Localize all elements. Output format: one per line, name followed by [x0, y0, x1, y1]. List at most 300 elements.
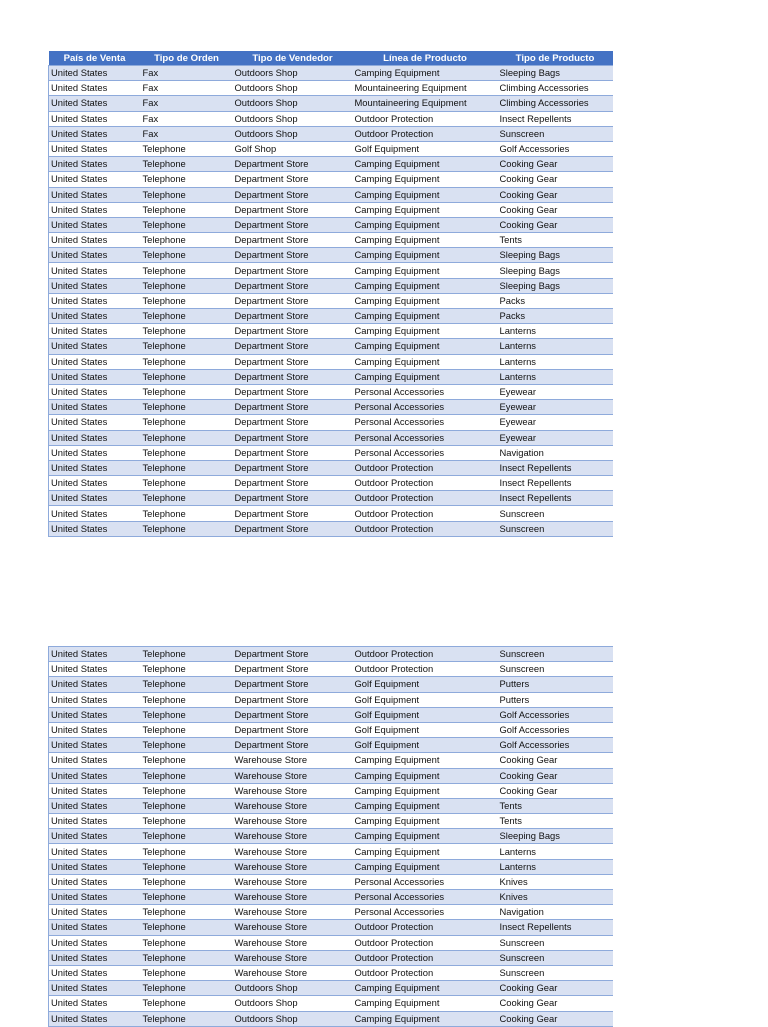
cell-pais-de-venta[interactable]: United States [49, 950, 141, 965]
cell-pais-de-venta[interactable]: United States [49, 738, 141, 753]
cell-tipo-de-producto[interactable]: Lanterns [498, 369, 613, 384]
cell-pais-de-venta[interactable]: United States [49, 829, 141, 844]
cell-tipo-de-vendedor[interactable]: Outdoors Shop [233, 66, 353, 81]
table-row [49, 202, 613, 217]
cell-tipo-de-orden[interactable]: Telephone [141, 981, 233, 996]
cell-pais-de-venta[interactable]: United States [49, 890, 141, 905]
cell-tipo-de-orden[interactable]: Telephone [141, 1011, 233, 1026]
cell-linea-de-producto[interactable]: Camping Equipment [353, 996, 498, 1011]
cell-tipo-de-orden[interactable]: Telephone [141, 384, 233, 399]
cell-linea-de-producto[interactable]: Camping Equipment [353, 369, 498, 384]
cell-pais-de-venta[interactable]: United States [49, 692, 141, 707]
cell-pais-de-venta[interactable]: United States [49, 384, 141, 399]
cell-tipo-de-vendedor[interactable]: Golf Shop [233, 141, 353, 156]
cell-linea-de-producto[interactable]: Golf Equipment [353, 722, 498, 737]
cell-tipo-de-vendedor[interactable]: Department Store [233, 157, 353, 172]
cell-tipo-de-orden[interactable]: Telephone [141, 920, 233, 935]
cell-tipo-de-orden[interactable]: Telephone [141, 506, 233, 521]
cell-tipo-de-orden[interactable]: Telephone [141, 460, 233, 475]
cell-tipo-de-orden[interactable]: Telephone [141, 829, 233, 844]
cell-linea-de-producto[interactable]: Golf Equipment [353, 677, 498, 692]
cell-tipo-de-vendedor[interactable]: Department Store [233, 662, 353, 677]
cell-pais-de-venta[interactable]: United States [49, 707, 141, 722]
cell-tipo-de-vendedor[interactable]: Warehouse Store [233, 874, 353, 889]
cell-pais-de-venta[interactable]: United States [49, 202, 141, 217]
cell-pais-de-venta[interactable]: United States [49, 233, 141, 248]
table-row [49, 874, 613, 889]
cell-tipo-de-producto[interactable]: Cooking Gear [498, 187, 613, 202]
cell-tipo-de-vendedor[interactable]: Department Store [233, 202, 353, 217]
cell-pais-de-venta[interactable]: United States [49, 157, 141, 172]
cell-tipo-de-orden[interactable]: Telephone [141, 217, 233, 232]
cell-tipo-de-vendedor[interactable]: Department Store [233, 460, 353, 475]
cell-tipo-de-producto[interactable]: Sunscreen [498, 935, 613, 950]
cell-linea-de-producto[interactable]: Mountaineering Equipment [353, 81, 498, 96]
cell-tipo-de-orden[interactable]: Telephone [141, 662, 233, 677]
cell-tipo-de-vendedor[interactable]: Department Store [233, 248, 353, 263]
cell-linea-de-producto[interactable]: Camping Equipment [353, 293, 498, 308]
cell-tipo-de-vendedor[interactable]: Warehouse Store [233, 905, 353, 920]
cell-tipo-de-producto[interactable]: Sleeping Bags [498, 263, 613, 278]
cell-tipo-de-vendedor[interactable]: Department Store [233, 415, 353, 430]
cell-pais-de-venta[interactable]: United States [49, 981, 141, 996]
cell-tipo-de-orden[interactable]: Fax [141, 96, 233, 111]
cell-tipo-de-vendedor[interactable]: Warehouse Store [233, 920, 353, 935]
cell-linea-de-producto[interactable]: Camping Equipment [353, 339, 498, 354]
cell-linea-de-producto[interactable]: Golf Equipment [353, 141, 498, 156]
cell-linea-de-producto[interactable]: Camping Equipment [353, 814, 498, 829]
cell-tipo-de-producto[interactable]: Cooking Gear [498, 217, 613, 232]
cell-tipo-de-producto[interactable]: Sunscreen [498, 126, 613, 141]
cell-tipo-de-orden[interactable]: Telephone [141, 263, 233, 278]
cell-tipo-de-orden[interactable]: Telephone [141, 324, 233, 339]
cell-pais-de-venta[interactable]: United States [49, 460, 141, 475]
table-row [49, 738, 613, 753]
cell-tipo-de-producto[interactable]: Lanterns [498, 844, 613, 859]
cell-tipo-de-vendedor[interactable]: Department Store [233, 476, 353, 491]
cell-tipo-de-producto[interactable]: Sunscreen [498, 965, 613, 980]
cell-pais-de-venta[interactable]: United States [49, 126, 141, 141]
cell-tipo-de-producto[interactable]: Cooking Gear [498, 172, 613, 187]
cell-tipo-de-vendedor[interactable]: Department Store [233, 309, 353, 324]
cell-tipo-de-orden[interactable]: Fax [141, 126, 233, 141]
cell-tipo-de-producto[interactable]: Navigation [498, 905, 613, 920]
cell-tipo-de-vendedor[interactable]: Warehouse Store [233, 890, 353, 905]
cell-linea-de-producto[interactable]: Camping Equipment [353, 354, 498, 369]
cell-tipo-de-vendedor[interactable]: Outdoors Shop [233, 1011, 353, 1026]
cell-linea-de-producto[interactable]: Camping Equipment [353, 768, 498, 783]
cell-tipo-de-producto[interactable]: Golf Accessories [498, 141, 613, 156]
cell-tipo-de-orden[interactable]: Telephone [141, 722, 233, 737]
cell-pais-de-venta[interactable]: United States [49, 783, 141, 798]
table-row [49, 920, 613, 935]
cell-tipo-de-producto[interactable]: Cooking Gear [498, 996, 613, 1011]
cell-tipo-de-vendedor[interactable]: Outdoors Shop [233, 981, 353, 996]
cell-tipo-de-orden[interactable]: Telephone [141, 890, 233, 905]
cell-pais-de-venta[interactable]: United States [49, 430, 141, 445]
cell-pais-de-venta[interactable]: United States [49, 278, 141, 293]
cell-linea-de-producto[interactable]: Outdoor Protection [353, 935, 498, 950]
cell-tipo-de-vendedor[interactable]: Department Store [233, 738, 353, 753]
cell-tipo-de-vendedor[interactable]: Department Store [233, 707, 353, 722]
cell-pais-de-venta[interactable]: United States [49, 172, 141, 187]
cell-linea-de-producto[interactable]: Outdoor Protection [353, 965, 498, 980]
cell-tipo-de-producto[interactable]: Sleeping Bags [498, 278, 613, 293]
cell-tipo-de-producto[interactable]: Cooking Gear [498, 768, 613, 783]
cell-pais-de-venta[interactable]: United States [49, 445, 141, 460]
cell-tipo-de-vendedor[interactable]: Department Store [233, 491, 353, 506]
cell-tipo-de-orden[interactable]: Telephone [141, 187, 233, 202]
cell-tipo-de-vendedor[interactable]: Warehouse Store [233, 844, 353, 859]
cell-tipo-de-orden[interactable]: Telephone [141, 677, 233, 692]
cell-tipo-de-vendedor[interactable]: Department Store [233, 354, 353, 369]
cell-tipo-de-vendedor[interactable]: Department Store [233, 293, 353, 308]
cell-linea-de-producto[interactable]: Camping Equipment [353, 263, 498, 278]
cell-pais-de-venta[interactable]: United States [49, 965, 141, 980]
cell-tipo-de-orden[interactable]: Telephone [141, 950, 233, 965]
cell-linea-de-producto[interactable]: Outdoor Protection [353, 521, 498, 536]
cell-tipo-de-orden[interactable]: Telephone [141, 798, 233, 813]
cell-linea-de-producto[interactable]: Personal Accessories [353, 905, 498, 920]
cell-tipo-de-orden[interactable]: Telephone [141, 339, 233, 354]
cell-linea-de-producto[interactable]: Outdoor Protection [353, 920, 498, 935]
cell-pais-de-venta[interactable]: United States [49, 905, 141, 920]
cell-tipo-de-producto[interactable]: Sleeping Bags [498, 248, 613, 263]
cell-tipo-de-producto[interactable]: Knives [498, 890, 613, 905]
cell-tipo-de-vendedor[interactable]: Department Store [233, 692, 353, 707]
table-row [49, 263, 613, 278]
cell-pais-de-venta[interactable]: United States [49, 722, 141, 737]
cell-pais-de-venta[interactable]: United States [49, 844, 141, 859]
table-row [49, 905, 613, 920]
cell-tipo-de-orden[interactable]: Telephone [141, 905, 233, 920]
cell-tipo-de-vendedor[interactable]: Department Store [233, 339, 353, 354]
cell-pais-de-venta[interactable]: United States [49, 187, 141, 202]
cell-linea-de-producto[interactable]: Golf Equipment [353, 738, 498, 753]
cell-linea-de-producto[interactable]: Personal Accessories [353, 384, 498, 399]
cell-tipo-de-producto[interactable]: Sleeping Bags [498, 829, 613, 844]
cell-tipo-de-orden[interactable]: Telephone [141, 445, 233, 460]
cell-tipo-de-orden[interactable]: Telephone [141, 415, 233, 430]
cell-tipo-de-producto[interactable]: Tents [498, 233, 613, 248]
cell-tipo-de-producto[interactable]: Insect Repellents [498, 460, 613, 475]
table-row [49, 814, 613, 829]
cell-tipo-de-orden[interactable]: Telephone [141, 293, 233, 308]
cell-pais-de-venta[interactable]: United States [49, 920, 141, 935]
cell-tipo-de-producto[interactable]: Cooking Gear [498, 202, 613, 217]
cell-tipo-de-producto[interactable]: Cooking Gear [498, 753, 613, 768]
cell-pais-de-venta[interactable]: United States [49, 768, 141, 783]
cell-tipo-de-producto[interactable]: Sunscreen [498, 662, 613, 677]
cell-tipo-de-vendedor[interactable]: Department Store [233, 172, 353, 187]
cell-tipo-de-producto[interactable]: Eyewear [498, 384, 613, 399]
cell-tipo-de-producto[interactable]: Cooking Gear [498, 981, 613, 996]
cell-linea-de-producto[interactable]: Camping Equipment [353, 753, 498, 768]
cell-linea-de-producto[interactable]: Personal Accessories [353, 430, 498, 445]
table-row [49, 996, 613, 1011]
cell-pais-de-venta[interactable]: United States [49, 996, 141, 1011]
cell-linea-de-producto[interactable]: Camping Equipment [353, 66, 498, 81]
cell-tipo-de-orden[interactable]: Telephone [141, 738, 233, 753]
cell-tipo-de-orden[interactable]: Telephone [141, 369, 233, 384]
cell-pais-de-venta[interactable]: United States [49, 814, 141, 829]
cell-tipo-de-vendedor[interactable]: Department Store [233, 445, 353, 460]
cell-pais-de-venta[interactable]: United States [49, 506, 141, 521]
cell-tipo-de-orden[interactable]: Fax [141, 66, 233, 81]
cell-linea-de-producto[interactable]: Outdoor Protection [353, 506, 498, 521]
cell-linea-de-producto[interactable]: Outdoor Protection [353, 111, 498, 126]
cell-pais-de-venta[interactable]: United States [49, 354, 141, 369]
cell-pais-de-venta[interactable]: United States [49, 415, 141, 430]
cell-tipo-de-vendedor[interactable]: Department Store [233, 233, 353, 248]
cell-tipo-de-vendedor[interactable]: Warehouse Store [233, 753, 353, 768]
cell-tipo-de-orden[interactable]: Telephone [141, 202, 233, 217]
header-tipo-de-orden[interactable]: Tipo de Orden [141, 51, 233, 66]
cell-tipo-de-orden[interactable]: Telephone [141, 400, 233, 415]
cell-tipo-de-producto[interactable]: Golf Accessories [498, 738, 613, 753]
cell-tipo-de-vendedor[interactable]: Department Store [233, 324, 353, 339]
cell-pais-de-venta[interactable]: United States [49, 263, 141, 278]
table-row [49, 293, 613, 308]
cell-tipo-de-vendedor[interactable]: Department Store [233, 430, 353, 445]
cell-linea-de-producto[interactable]: Personal Accessories [353, 890, 498, 905]
cell-tipo-de-orden[interactable]: Telephone [141, 707, 233, 722]
cell-tipo-de-orden[interactable]: Telephone [141, 647, 233, 662]
cell-tipo-de-producto[interactable]: Eyewear [498, 430, 613, 445]
cell-linea-de-producto[interactable]: Camping Equipment [353, 157, 498, 172]
cell-tipo-de-producto[interactable]: Climbing Accessories [498, 96, 613, 111]
cell-tipo-de-vendedor[interactable]: Warehouse Store [233, 829, 353, 844]
cell-tipo-de-vendedor[interactable]: Warehouse Store [233, 965, 353, 980]
cell-tipo-de-producto[interactable]: Knives [498, 874, 613, 889]
cell-pais-de-venta[interactable]: United States [49, 81, 141, 96]
cell-pais-de-venta[interactable]: United States [49, 1011, 141, 1026]
cell-linea-de-producto[interactable]: Camping Equipment [353, 187, 498, 202]
cell-tipo-de-producto[interactable]: Lanterns [498, 324, 613, 339]
cell-linea-de-producto[interactable]: Outdoor Protection [353, 126, 498, 141]
cell-tipo-de-vendedor[interactable]: Department Store [233, 263, 353, 278]
cell-tipo-de-producto[interactable]: Putters [498, 692, 613, 707]
cell-tipo-de-producto[interactable]: Eyewear [498, 415, 613, 430]
cell-tipo-de-vendedor[interactable]: Warehouse Store [233, 783, 353, 798]
cell-tipo-de-producto[interactable]: Packs [498, 309, 613, 324]
cell-pais-de-venta[interactable]: United States [49, 662, 141, 677]
cell-tipo-de-vendedor[interactable]: Department Store [233, 217, 353, 232]
header-tipo-de-vendedor[interactable]: Tipo de Vendedor [233, 51, 353, 66]
cell-pais-de-venta[interactable]: United States [49, 753, 141, 768]
cell-tipo-de-orden[interactable]: Fax [141, 81, 233, 96]
cell-tipo-de-producto[interactable]: Insect Repellents [498, 111, 613, 126]
cell-tipo-de-producto[interactable]: Sunscreen [498, 950, 613, 965]
cell-pais-de-venta[interactable]: United States [49, 248, 141, 263]
cell-tipo-de-producto[interactable]: Cooking Gear [498, 157, 613, 172]
cell-tipo-de-orden[interactable]: Telephone [141, 476, 233, 491]
cell-pais-de-venta[interactable]: United States [49, 141, 141, 156]
cell-tipo-de-vendedor[interactable]: Warehouse Store [233, 935, 353, 950]
cell-linea-de-producto[interactable]: Golf Equipment [353, 692, 498, 707]
cell-linea-de-producto[interactable]: Camping Equipment [353, 829, 498, 844]
cell-linea-de-producto[interactable]: Outdoor Protection [353, 476, 498, 491]
cell-pais-de-venta[interactable]: United States [49, 217, 141, 232]
cell-pais-de-venta[interactable]: United States [49, 400, 141, 415]
cell-tipo-de-orden[interactable]: Telephone [141, 491, 233, 506]
cell-tipo-de-producto[interactable]: Insect Repellents [498, 491, 613, 506]
cell-linea-de-producto[interactable]: Camping Equipment [353, 172, 498, 187]
cell-tipo-de-vendedor[interactable]: Warehouse Store [233, 950, 353, 965]
cell-linea-de-producto[interactable]: Camping Equipment [353, 844, 498, 859]
cell-pais-de-venta[interactable]: United States [49, 66, 141, 81]
cell-tipo-de-producto[interactable]: Cooking Gear [498, 783, 613, 798]
cell-pais-de-venta[interactable]: United States [49, 476, 141, 491]
cell-tipo-de-producto[interactable]: Golf Accessories [498, 707, 613, 722]
cell-tipo-de-producto[interactable]: Tents [498, 798, 613, 813]
cell-tipo-de-producto[interactable]: Sunscreen [498, 647, 613, 662]
cell-pais-de-venta[interactable]: United States [49, 859, 141, 874]
cell-linea-de-producto[interactable]: Mountaineering Equipment [353, 96, 498, 111]
cell-tipo-de-orden[interactable]: Telephone [141, 278, 233, 293]
cell-pais-de-venta[interactable]: United States [49, 96, 141, 111]
cell-linea-de-producto[interactable]: Personal Accessories [353, 415, 498, 430]
cell-linea-de-producto[interactable]: Outdoor Protection [353, 460, 498, 475]
cell-pais-de-venta[interactable]: United States [49, 874, 141, 889]
cell-tipo-de-orden[interactable]: Telephone [141, 844, 233, 859]
cell-linea-de-producto[interactable]: Camping Equipment [353, 981, 498, 996]
cell-linea-de-producto[interactable]: Camping Equipment [353, 278, 498, 293]
cell-tipo-de-vendedor[interactable]: Department Store [233, 278, 353, 293]
cell-tipo-de-vendedor[interactable]: Warehouse Store [233, 798, 353, 813]
cell-linea-de-producto[interactable]: Camping Equipment [353, 798, 498, 813]
cell-linea-de-producto[interactable]: Camping Equipment [353, 202, 498, 217]
cell-linea-de-producto[interactable]: Camping Equipment [353, 309, 498, 324]
cell-tipo-de-producto[interactable]: Climbing Accessories [498, 81, 613, 96]
cell-tipo-de-producto[interactable]: Lanterns [498, 354, 613, 369]
cell-tipo-de-vendedor[interactable]: Outdoors Shop [233, 126, 353, 141]
cell-linea-de-producto[interactable]: Camping Equipment [353, 783, 498, 798]
cell-tipo-de-orden[interactable]: Telephone [141, 430, 233, 445]
cell-pais-de-venta[interactable]: United States [49, 324, 141, 339]
cell-tipo-de-orden[interactable]: Telephone [141, 996, 233, 1011]
cell-tipo-de-vendedor[interactable]: Department Store [233, 400, 353, 415]
cell-linea-de-producto[interactable]: Golf Equipment [353, 707, 498, 722]
cell-tipo-de-producto[interactable]: Lanterns [498, 859, 613, 874]
cell-linea-de-producto[interactable]: Camping Equipment [353, 233, 498, 248]
cell-pais-de-venta[interactable]: United States [49, 293, 141, 308]
cell-tipo-de-producto[interactable]: Lanterns [498, 339, 613, 354]
cell-tipo-de-orden[interactable]: Telephone [141, 692, 233, 707]
cell-pais-de-venta[interactable]: United States [49, 309, 141, 324]
cell-linea-de-producto[interactable]: Outdoor Protection [353, 491, 498, 506]
cell-tipo-de-orden[interactable]: Telephone [141, 248, 233, 263]
cell-tipo-de-vendedor[interactable]: Department Store [233, 677, 353, 692]
cell-pais-de-venta[interactable]: United States [49, 677, 141, 692]
cell-tipo-de-orden[interactable]: Telephone [141, 814, 233, 829]
cell-pais-de-venta[interactable]: United States [49, 798, 141, 813]
cell-tipo-de-orden[interactable]: Telephone [141, 859, 233, 874]
cell-linea-de-producto[interactable]: Outdoor Protection [353, 662, 498, 677]
cell-tipo-de-producto[interactable]: Cooking Gear [498, 1011, 613, 1026]
table-row [49, 187, 613, 202]
cell-linea-de-producto[interactable]: Personal Accessories [353, 874, 498, 889]
cell-tipo-de-vendedor[interactable]: Warehouse Store [233, 768, 353, 783]
cell-pais-de-venta[interactable]: United States [49, 111, 141, 126]
cell-tipo-de-producto[interactable]: Navigation [498, 445, 613, 460]
cell-linea-de-producto[interactable]: Camping Equipment [353, 248, 498, 263]
cell-linea-de-producto[interactable]: Outdoor Protection [353, 647, 498, 662]
cell-tipo-de-orden[interactable]: Telephone [141, 521, 233, 536]
table-row [49, 981, 613, 996]
cell-tipo-de-vendedor[interactable]: Department Store [233, 506, 353, 521]
cell-tipo-de-vendedor[interactable]: Department Store [233, 521, 353, 536]
cell-tipo-de-orden[interactable]: Telephone [141, 233, 233, 248]
cell-linea-de-producto[interactable]: Camping Equipment [353, 859, 498, 874]
cell-tipo-de-producto[interactable]: Insect Repellents [498, 920, 613, 935]
table-row [49, 278, 613, 293]
cell-linea-de-producto[interactable]: Camping Equipment [353, 217, 498, 232]
header-tipo-de-producto[interactable]: Tipo de Producto [498, 51, 613, 66]
table-row [49, 753, 613, 768]
cell-tipo-de-vendedor[interactable]: Department Store [233, 187, 353, 202]
cell-tipo-de-vendedor[interactable]: Department Store [233, 722, 353, 737]
cell-linea-de-producto[interactable]: Personal Accessories [353, 400, 498, 415]
cell-tipo-de-orden[interactable]: Telephone [141, 965, 233, 980]
cell-pais-de-venta[interactable]: United States [49, 339, 141, 354]
cell-tipo-de-orden[interactable]: Telephone [141, 768, 233, 783]
cell-tipo-de-vendedor[interactable]: Outdoors Shop [233, 81, 353, 96]
cell-tipo-de-producto[interactable]: Tents [498, 814, 613, 829]
cell-tipo-de-orden[interactable]: Telephone [141, 783, 233, 798]
cell-tipo-de-vendedor[interactable]: Warehouse Store [233, 814, 353, 829]
cell-tipo-de-vendedor[interactable]: Department Store [233, 647, 353, 662]
cell-tipo-de-producto[interactable]: Sunscreen [498, 506, 613, 521]
cell-tipo-de-producto[interactable]: Eyewear [498, 400, 613, 415]
cell-linea-de-producto[interactable]: Personal Accessories [353, 445, 498, 460]
cell-tipo-de-vendedor[interactable]: Department Store [233, 384, 353, 399]
cell-tipo-de-orden[interactable]: Telephone [141, 309, 233, 324]
table-row [49, 798, 613, 813]
cell-tipo-de-orden[interactable]: Telephone [141, 354, 233, 369]
cell-linea-de-producto[interactable]: Camping Equipment [353, 1011, 498, 1026]
cell-linea-de-producto[interactable]: Camping Equipment [353, 324, 498, 339]
cell-tipo-de-orden[interactable]: Telephone [141, 157, 233, 172]
cell-tipo-de-vendedor[interactable]: Department Store [233, 369, 353, 384]
cell-tipo-de-vendedor[interactable]: Warehouse Store [233, 859, 353, 874]
header-pais-de-venta[interactable]: País de Venta [49, 51, 141, 66]
cell-tipo-de-orden[interactable]: Fax [141, 111, 233, 126]
cell-pais-de-venta[interactable]: United States [49, 935, 141, 950]
cell-tipo-de-orden[interactable]: Telephone [141, 874, 233, 889]
cell-tipo-de-vendedor[interactable]: Outdoors Shop [233, 96, 353, 111]
cell-tipo-de-orden[interactable]: Telephone [141, 172, 233, 187]
cell-tipo-de-producto[interactable]: Putters [498, 677, 613, 692]
cell-tipo-de-orden[interactable]: Telephone [141, 935, 233, 950]
table-row [49, 521, 613, 536]
cell-pais-de-venta[interactable]: United States [49, 369, 141, 384]
cell-tipo-de-vendedor[interactable]: Outdoors Shop [233, 996, 353, 1011]
cell-tipo-de-producto[interactable]: Golf Accessories [498, 722, 613, 737]
cell-pais-de-venta[interactable]: United States [49, 647, 141, 662]
cell-tipo-de-vendedor[interactable]: Outdoors Shop [233, 111, 353, 126]
cell-tipo-de-producto[interactable]: Sleeping Bags [498, 66, 613, 81]
cell-tipo-de-producto[interactable]: Packs [498, 293, 613, 308]
cell-tipo-de-producto[interactable]: Insect Repellents [498, 476, 613, 491]
cell-pais-de-venta[interactable]: United States [49, 521, 141, 536]
cell-pais-de-venta[interactable]: United States [49, 491, 141, 506]
cell-tipo-de-orden[interactable]: Telephone [141, 141, 233, 156]
cell-linea-de-producto[interactable]: Outdoor Protection [353, 950, 498, 965]
header-linea-de-producto[interactable]: Línea de Producto [353, 51, 498, 66]
cell-tipo-de-producto[interactable]: Sunscreen [498, 521, 613, 536]
cell-tipo-de-orden[interactable]: Telephone [141, 753, 233, 768]
